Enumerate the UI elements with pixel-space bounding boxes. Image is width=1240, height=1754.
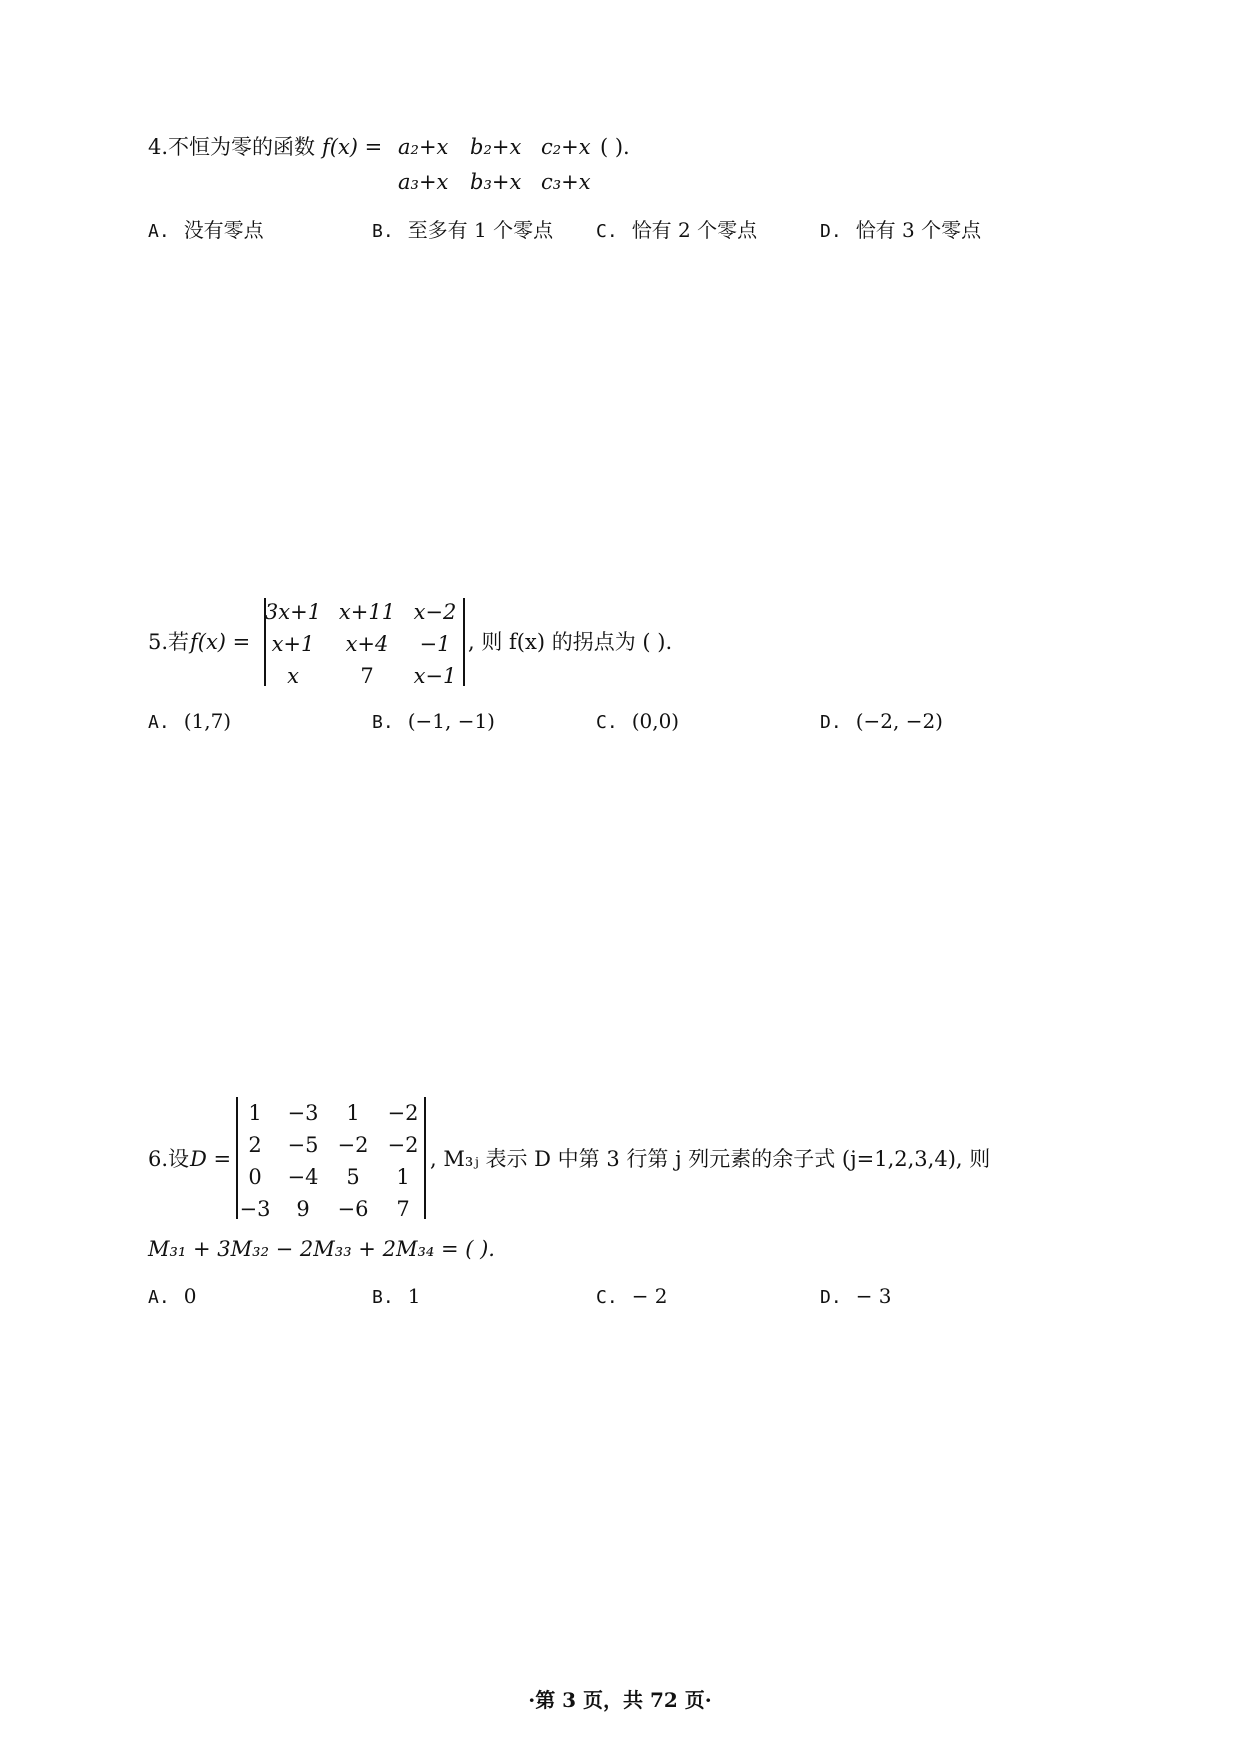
option-text: 1 [407, 1284, 421, 1308]
q6-expression: M₃₁ + 3M₃₂ − 2M₃₃ + 2M₃₄ = ( ). [148, 1237, 495, 1261]
q4-row3-c: c₃+x [541, 170, 591, 194]
option-text: (−2, −2) [855, 709, 943, 733]
q4-option-a [148, 220, 264, 241]
q6-cell: −2 [387, 1101, 419, 1125]
q5-suffix: , 则 f(x) 的拐点为 ( ). [468, 630, 673, 654]
q4-row2-b: b₂+x [470, 135, 522, 159]
q6-cell: −2 [387, 1133, 419, 1157]
option-label: A. [148, 1287, 170, 1308]
option-label: C. [596, 712, 618, 733]
option-text: (−1, −1) [407, 709, 495, 733]
option-text: 0 [183, 1284, 197, 1308]
q5-option-a [148, 711, 231, 732]
q6-cell: 1 [396, 1165, 410, 1189]
option-label: C. [596, 1287, 618, 1308]
q4-option-d [820, 220, 981, 241]
q4-row3-b: b₃+x [470, 170, 522, 194]
q6-cell: −6 [337, 1197, 369, 1221]
q6-variable: D = [190, 1147, 232, 1171]
option-text: − 2 [631, 1284, 668, 1308]
q6-cell: 1 [346, 1101, 360, 1125]
q6-suffix: , M₃ⱼ 表示 D 中第 3 行第 j 列元素的余子式 (j=1,2,3,4), 则 [430, 1147, 991, 1171]
q5-option-c [596, 711, 679, 732]
q5-option-d [820, 711, 943, 732]
option-label: C. [596, 221, 618, 242]
q5-cell: −1 [419, 632, 451, 656]
page-footer: ·第 3 页，共 72 页· [528, 1688, 712, 1712]
q6-cell: −3 [239, 1197, 271, 1221]
option-label: A. [148, 712, 170, 733]
option-label: B. [372, 221, 394, 242]
q6-cell: 5 [346, 1165, 360, 1189]
q6-option-a [148, 1286, 196, 1307]
q5-cell: x [287, 664, 299, 688]
q6-cell: 1 [248, 1101, 262, 1125]
q6-cell: −2 [337, 1133, 369, 1157]
option-text: 至多有 1 个零点 [407, 218, 554, 242]
option-label: A. [148, 221, 170, 242]
q6-cell: 0 [248, 1165, 262, 1189]
q4-function: f(x) = [322, 135, 383, 159]
q6-cell: 2 [248, 1133, 262, 1157]
q5-function: f(x) = [190, 630, 251, 654]
q4-prefix: 4.不恒为零的函数 [148, 135, 316, 159]
q6-cell: −4 [287, 1165, 319, 1189]
option-label: D. [820, 712, 842, 733]
q5-cell: 3x+1 [264, 600, 322, 624]
q4-option-c [596, 220, 757, 241]
option-text: (1,7) [183, 709, 232, 733]
q5-cell: x+1 [271, 632, 315, 656]
option-label: D. [820, 1287, 842, 1308]
q6-cell: −3 [287, 1101, 319, 1125]
option-label: B. [372, 1287, 394, 1308]
option-text: 恰有 3 个零点 [855, 218, 982, 242]
q4-answer-blank: ( ). [600, 135, 630, 159]
option-text: − 3 [855, 1284, 892, 1308]
q4-row3-a: a₃+x [398, 170, 449, 194]
q4-option-b [372, 220, 553, 241]
q4-row2-a: a₂+x [398, 135, 449, 159]
q5-prefix: 5.若 [148, 630, 190, 654]
q5-cell: x−1 [413, 664, 457, 688]
q5-option-b [372, 711, 495, 732]
q4-row2-c: c₂+x [541, 135, 591, 159]
option-text: 没有零点 [183, 218, 264, 242]
q5-cell: 7 [360, 664, 374, 688]
q5-cell: x+11 [338, 600, 396, 624]
option-text: (0,0) [631, 709, 680, 733]
q6-option-c [596, 1286, 668, 1307]
q6-cell: 7 [396, 1197, 410, 1221]
q6-option-d [820, 1286, 892, 1307]
q6-cell: −5 [287, 1133, 319, 1157]
q6-cell: 9 [296, 1197, 310, 1221]
q6-prefix: 6.设 [148, 1147, 190, 1171]
option-text: 恰有 2 个零点 [631, 218, 758, 242]
option-label: D. [820, 221, 842, 242]
q5-cell: x−2 [413, 600, 457, 624]
option-label: B. [372, 712, 394, 733]
q5-cell: x+4 [345, 632, 389, 656]
q6-option-b [372, 1286, 420, 1307]
